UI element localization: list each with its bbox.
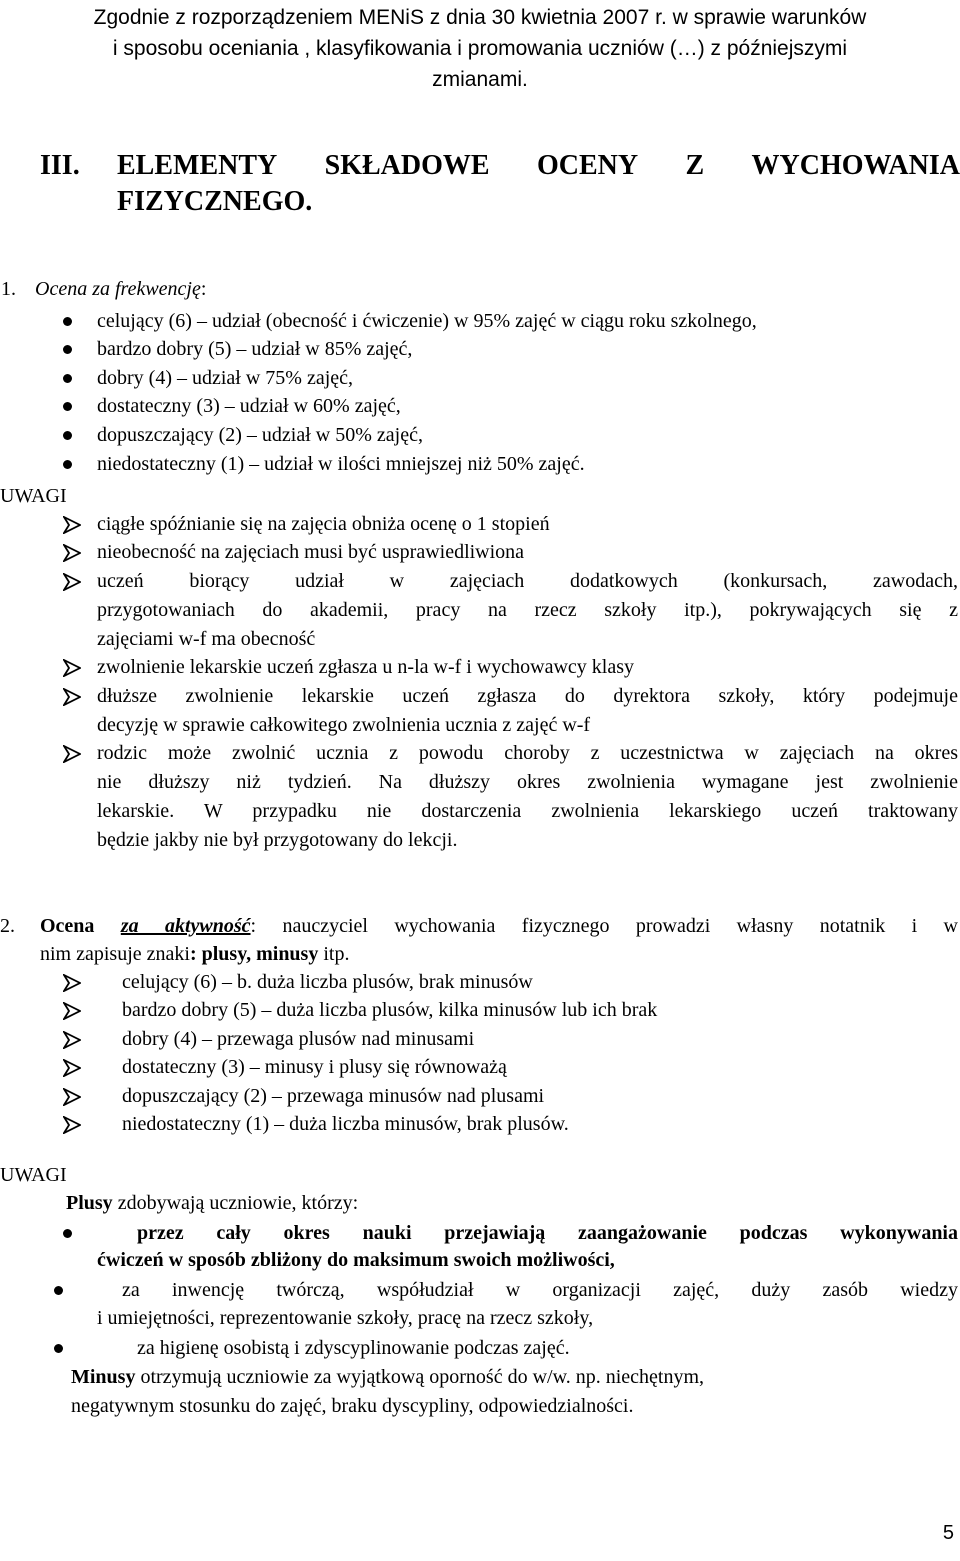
note-line: decyzję w sprawie całkowitego zwolnienia ucznia z zajęć w-f (97, 714, 591, 736)
part2-intro-end: itp. (318, 943, 350, 965)
note-line: zwolnienie lekarskie uczeń zgłasza u n-la w-f i wychowawcy klasy (97, 656, 635, 678)
attendance-item: dostateczny (3) – udział w 60% zajęć, (97, 395, 401, 417)
attendance-item: celujący (6) – udział (obecność i ćwiczenie) w 95% zajęć w ciągu roku szkolnego, (97, 310, 757, 332)
part1-heading (1, 275, 206, 303)
section-title-line-2: FIZYCZNEGO. (117, 186, 313, 217)
plus-item-line: za higienę osobistą i zdyscyplinowanie podczas zajęć. (137, 1337, 570, 1359)
arrow-bullet-icon (63, 745, 81, 763)
header-line-2: i sposobu oceniania , klasyfikowania i promowania uczniów (…) z późniejszymi (112, 37, 848, 60)
arrow-bullet-icon (63, 1116, 81, 1134)
note-line: rodzic może zwolnić ucznia z powodu choroby z uczestnictwa w zajęciach na okres (97, 742, 958, 764)
arrow-bullet-icon (63, 1002, 81, 1020)
bullet-icon (63, 460, 72, 469)
section-title-word: Z (685, 150, 705, 181)
arrow-bullet-icon (63, 1031, 81, 1049)
regulation-header (0, 2, 960, 95)
page-number: 5 (942, 1522, 954, 1544)
note-line: lekarskie. W przypadku nie dostarczenia zwolnienia lekarskiego uczeń traktowany (97, 800, 958, 822)
minusy-text: otrzymują uczniowie za wyjątkową oporność do w/w. np. niechętnym, (135, 1366, 705, 1388)
section-title-word: ELEMENTY (117, 150, 278, 181)
note-line: uczeń biorący udział w zajęciach dodatkowych (konkursach, zawodach, (97, 570, 958, 592)
attendance-item: dobry (4) – udział w 75% zajęć, (97, 367, 354, 389)
arrow-bullet-icon (63, 688, 81, 706)
arrow-bullet-icon (63, 1059, 81, 1077)
section-title-word: OCENY (536, 150, 639, 181)
grade-item: celujący (6) – b. duża liczba plusów, brak minusów (122, 971, 533, 993)
grade-item: dostateczny (3) – minusy i plusy się równoważą (122, 1056, 507, 1078)
header-line-1: Zgodnie z rozporządzeniem MENiS z dnia 30 kwietnia 2007 r. w sprawie warunków (93, 6, 867, 29)
minusy-line-2: negatywnym stosunku do zajęć, braku dyscypliny, odpowiedzialności. (71, 1395, 634, 1417)
grade-item: niedostateczny (1) – duża liczba minusów, brak plusów. (122, 1113, 569, 1135)
part1-heading-text: Ocena za frekwencję (35, 278, 201, 300)
attendance-item: niedostateczny (1) – udział w ilości mniejszej niż 50% zajęć. (97, 453, 585, 475)
bullet-icon (63, 1229, 72, 1238)
section-number: III. (40, 150, 80, 181)
bullet-icon (63, 317, 72, 326)
part1-heading-colon: : (200, 278, 207, 300)
part2-intro-line-2 (40, 940, 349, 968)
part2-number: 2. (0, 915, 15, 937)
part2-heading-bold: Ocena (40, 915, 95, 937)
arrow-bullet-icon (63, 659, 81, 677)
note-line: przygotowaniach do akademii, pracy na rzecz szkoły itp.), pokrywających się z (97, 599, 958, 621)
attendance-item: bardzo dobry (5) – udział w 85% zajęć, (97, 338, 413, 360)
uwagi-label: UWAGI (0, 485, 67, 507)
grade-item: dobry (4) – przewaga plusów nad minusami (122, 1028, 475, 1050)
note-line: będzie jakby nie był przygotowany do lekcji. (97, 829, 458, 851)
arrow-bullet-icon (63, 974, 81, 992)
bullet-icon (63, 431, 72, 440)
bullet-icon (54, 1286, 63, 1295)
plus-item-line: ćwiczeń w sposób zbliżony do maksimum swoich możliwości, (97, 1249, 615, 1271)
part1-number: 1. (1, 278, 16, 300)
note-line: ciągłe spóźnianie się na zajęcia obniża ocenę o 1 stopień (97, 513, 550, 535)
part2-intro-rest: : nauczyciel wychowania fizycznego prowadzi własny notatnik i w (250, 915, 958, 937)
plusy-label: Plusy (66, 1192, 113, 1214)
part2-intro-line-1 (40, 912, 958, 940)
bullet-icon (63, 402, 72, 411)
arrow-bullet-icon (63, 1088, 81, 1106)
bullet-icon (63, 345, 72, 354)
plusy-text: zdobywają uczniowie, którzy: (112, 1192, 359, 1214)
section-title-line-1 (117, 148, 960, 184)
uwagi-label: UWAGI (0, 1164, 67, 1186)
plus-item-line: za inwencję twórczą, współudział w organizacji zajęć, duży zasób wiedzy (122, 1279, 958, 1301)
plus-item-line: i umiejętności, reprezentowanie szkoły, pracę na rzecz szkoły, (97, 1307, 594, 1329)
minusy-line-1 (71, 1363, 704, 1391)
note-line: dłuższe zwolnienie lekarskie uczeń zgłasza do dyrektora szkoły, który podejmuje (97, 685, 958, 707)
arrow-bullet-icon (63, 573, 81, 591)
plus-item-line: przez cały okres nauki przejawiają zaangażowanie podczas wykonywania (137, 1222, 958, 1244)
section-title-word: SKŁADOWE (324, 150, 490, 181)
part2-heading-italic: za aktywność (120, 915, 251, 937)
attendance-item: dopuszczający (2) – udział w 50% zajęć, (97, 424, 423, 446)
bullet-icon (54, 1344, 63, 1353)
arrow-bullet-icon (63, 516, 81, 534)
note-line: nie dłuższy niż tydzień. Na dłuższy okres zwolnienia wymagane jest zwolnienie (97, 771, 958, 793)
part2-intro-bold: : plusy, minusy (189, 943, 319, 965)
arrow-bullet-icon (63, 544, 81, 562)
header-line-3: zmianami. (432, 68, 528, 91)
grade-item: bardzo dobry (5) – duża liczba plusów, kilka minusów lub ich brak (122, 999, 658, 1021)
part2-intro-text: nim zapisuje znaki (40, 943, 190, 965)
minusy-label: Minusy (71, 1366, 136, 1388)
note-line: zajęciami w-f ma obecność (97, 628, 316, 650)
plusy-intro (66, 1189, 358, 1217)
grade-item: dopuszczający (2) – przewaga minusów nad plusami (122, 1085, 545, 1107)
note-line: nieobecność na zajęciach musi być usprawiedliwiona (97, 541, 525, 563)
bullet-icon (63, 374, 72, 383)
section-title-word: WYCHOWANIA (751, 150, 960, 181)
